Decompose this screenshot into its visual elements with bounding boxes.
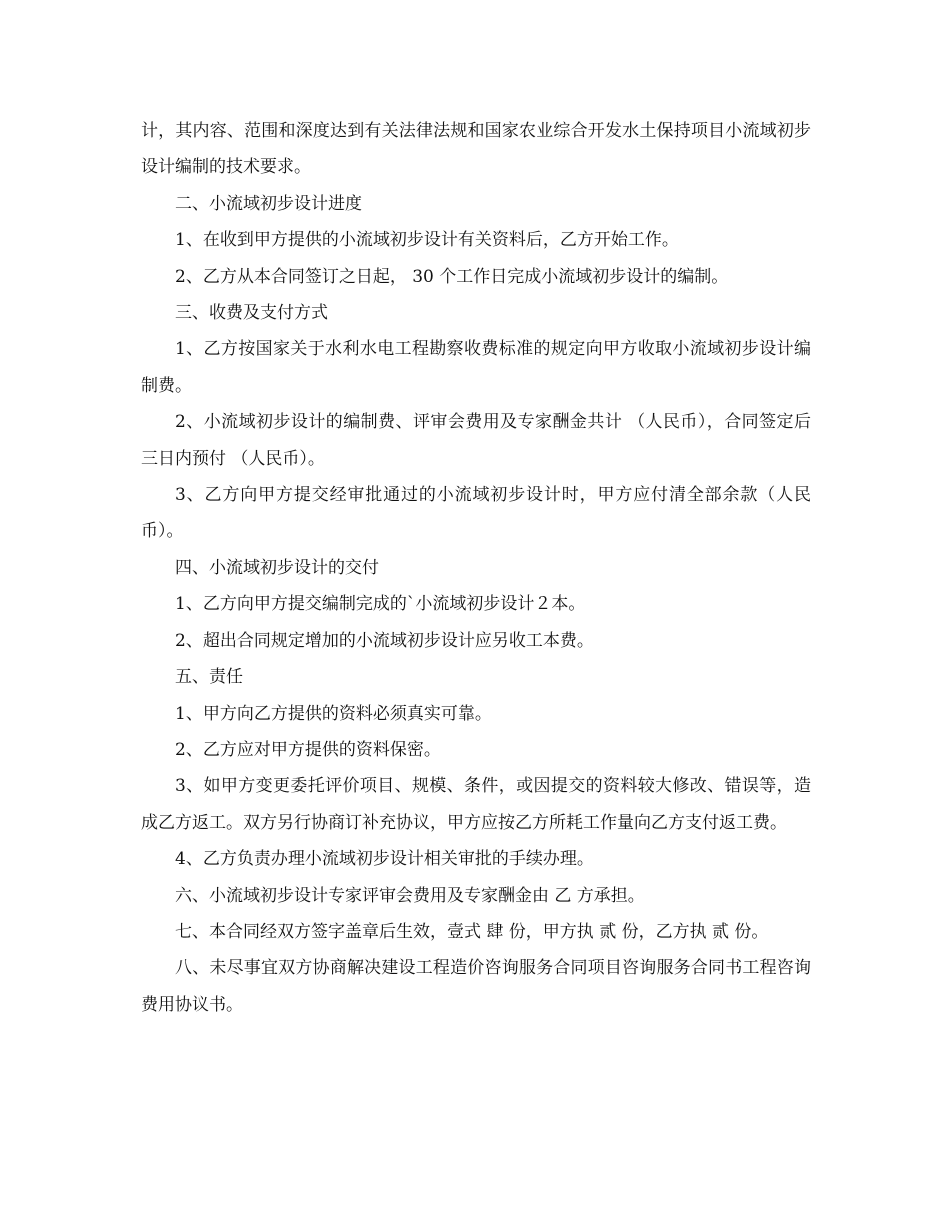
clause-responsibility-4: 4、乙方负责办理小流域初步设计相关审批的手续办理。 [175,849,594,870]
clause-responsibility-3: 3、如甲方变更委托评价项目、规模、条件，或因提交的资料较大修改、错误等，造成乙方返工。双方另行协商订补充协议，甲方应按乙方所耗工作量向乙方支付返工费。 [141,776,811,833]
clause-payment-2: 2、小流域初步设计的编制费、评审会费用及专家酬金共计 （人民币），合同签定后三日内预付 （人民币）。 [141,412,811,469]
clause-progress-1: 1、在收到甲方提供的小流域初步设计有关资料后，乙方开始工作。 [175,230,679,251]
clause-responsibility-2: 2、乙方应对甲方提供的资料保密。 [175,739,441,760]
clause-payment-1: 1、乙方按国家关于水利水电工程勘察收费标准的规定向甲方收取小流域初步设计编制费。 [141,339,811,396]
document-body [141,113,811,1023]
section-heading-payment: 三、收费及支付方式 [175,303,328,324]
clause-delivery-2: 2、超出合同规定增加的小流域初步设计应另收工本费。 [175,630,594,651]
section-miscellaneous: 八、未尽事宜双方协商解决建设工程造价咨询服务合同项目咨询服务合同书工程咨询费用协议书。 [141,958,811,1015]
paragraph-continuation: 计，其内容、范围和深度达到有关法律法规和国家农业综合开发水土保持项目小流域初步设计编制的技术要求。 [141,121,811,178]
clause-delivery-1: 1、乙方向甲方提交编制完成的`小流域初步设计２本。 [175,594,586,615]
section-heading-progress: 二、小流域初步设计进度 [175,193,362,214]
section-heading-delivery: 四、小流域初步设计的交付 [175,557,379,578]
section-expert-fees: 六、小流域初步设计专家评审会费用及专家酬金由 乙 方承担。 [175,885,645,906]
clause-progress-2: 2、乙方从本合同签订之日起， 30 个工作日完成小流域初步设计的编制。 [175,266,729,287]
clause-payment-3: 3、乙方向甲方提交经审批通过的小流域初步设计时，甲方应付清全部余款（人民币）。 [141,485,811,542]
section-heading-responsibility: 五、责任 [175,667,243,688]
section-effectiveness: 七、本合同经双方签字盖章后生效，壹式 肆 份，甲方执 贰 份，乙方执 贰 份。 [175,921,769,942]
clause-responsibility-1: 1、甲方向乙方提供的资料必须真实可靠。 [175,703,492,724]
